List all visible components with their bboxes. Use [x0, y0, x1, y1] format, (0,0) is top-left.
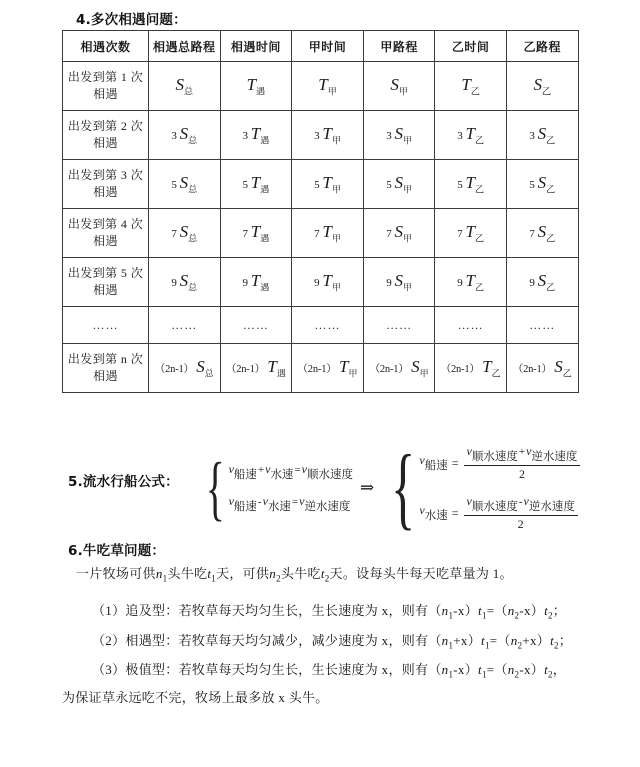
cell-coefficient: 9 — [171, 276, 180, 289]
cell-coefficient: （2n-1） — [297, 363, 339, 375]
cell-symbol: $T_乙$ — [482, 356, 501, 379]
row-label-line1: 出发到第 1 次 — [67, 70, 144, 84]
row-label-line2: 相遇 — [93, 234, 118, 248]
cell-subscript: 遇 — [260, 184, 270, 195]
cell-symbol: $S_乙$ — [537, 172, 556, 195]
cell-symbol: $T_乙$ — [465, 221, 485, 244]
cell-symbol: $S_乙$ — [533, 74, 552, 97]
cell-coefficient: 7 — [171, 227, 180, 240]
cell-symbol: $T_遇$ — [250, 172, 270, 195]
minus-op-2: - — [518, 496, 523, 508]
text-segment: -x） — [519, 662, 545, 677]
cell-symbol: $T_甲$ — [322, 172, 341, 195]
cell-symbol: $T_甲$ — [322, 221, 341, 244]
cell-subscript: 总 — [204, 368, 214, 379]
column-header-meet-time: 相遇时间 — [220, 31, 292, 62]
var-n1: $n_1$ — [155, 566, 168, 584]
var-t1: $t_1$ — [478, 662, 487, 680]
boat-speed-label-3: 船速 — [424, 460, 448, 472]
cell-coefficient: 9 — [242, 276, 251, 289]
var-n2-subscript: 2 — [276, 573, 281, 584]
text-segment: -x） — [453, 662, 479, 677]
cell-coefficient: 3 — [314, 129, 323, 142]
equals-op-1: = — [294, 464, 301, 476]
cell-subscript: 甲 — [331, 233, 341, 244]
cell-coefficient: 5 — [529, 178, 538, 191]
cell-symbol: $S_甲$ — [394, 270, 412, 293]
text-segment: ； — [552, 603, 567, 618]
text-segment: 若牧草每天均匀生长，生长速度为 x，则有（ — [178, 662, 442, 677]
cell-symbol: $S_甲$ — [411, 356, 429, 379]
cell-symbol: $S_乙$ — [537, 123, 556, 146]
row-label-cell — [63, 62, 149, 111]
row-label-cell — [63, 344, 149, 393]
cell-symbol: $S_乙$ — [537, 270, 556, 293]
table-body — [63, 62, 579, 393]
text-segment: +x） — [453, 633, 482, 648]
cow-problem-item-1 — [92, 600, 566, 621]
equals-op-2: = — [291, 496, 299, 508]
cell-symbol: $S_甲$ — [394, 172, 412, 195]
downstream-label-2: 顺水速度 — [471, 451, 518, 463]
table-cell — [149, 258, 221, 307]
boat-equations-right — [419, 444, 581, 532]
cell-subscript: 甲 — [327, 86, 337, 97]
section-4-heading: 4.多次相遇问题： — [76, 12, 187, 28]
cell-symbol: $S_总$ — [196, 356, 214, 379]
cell-subscript: 乙 — [542, 86, 552, 97]
cell-subscript: 甲 — [419, 368, 429, 379]
cell-subscript: 遇 — [260, 233, 270, 244]
cell-subscript: 甲 — [398, 86, 408, 97]
minus-op-1: - — [257, 496, 262, 508]
cell-symbol: $T_遇$ — [250, 123, 270, 146]
cell-symbol: $S_总$ — [179, 123, 198, 146]
table-cell — [220, 209, 292, 258]
v-symbol-12: v — [523, 494, 529, 508]
var-t2: $t_2$ — [550, 633, 559, 651]
table-cell — [149, 344, 221, 393]
var-t2-subscript: 2 — [547, 610, 553, 621]
var-n2: $n_2$ — [269, 566, 281, 584]
table-cell — [220, 307, 292, 344]
row-label-line2: 相遇 — [93, 136, 118, 150]
table-cell — [363, 344, 435, 393]
text-segment: =（ — [489, 633, 511, 648]
cell-symbol: $T_乙$ — [465, 123, 485, 146]
cow-problem-item-2 — [92, 630, 572, 651]
var-t2: $t_2$ — [544, 662, 553, 680]
var-n2-subscript: 2 — [514, 669, 520, 680]
v-symbol-9: v — [526, 444, 532, 458]
var-n2: $n_2$ — [507, 662, 520, 680]
table-cell — [435, 62, 507, 111]
var-n1-subscript: 1 — [448, 640, 454, 651]
text-segment: 天，可供 — [216, 566, 270, 581]
cell-subscript: 甲 — [402, 184, 412, 195]
downstream-label-3: 顺水速度 — [471, 501, 518, 513]
row-label-line2: 相遇 — [93, 185, 118, 199]
table-cell — [506, 258, 578, 307]
cell-subscript: 遇 — [276, 368, 286, 379]
cell-symbol: $T_乙$ — [465, 172, 485, 195]
row-label-line1: 出发到第 3 次 — [67, 168, 144, 182]
cell-subscript: 总 — [184, 86, 194, 97]
cell-subscript: 总 — [188, 135, 198, 146]
cell-coefficient: （2n-1） — [369, 363, 412, 375]
var-t2-subscript: 2 — [547, 669, 553, 680]
table-cell — [220, 258, 292, 307]
ellipsis-text: …… — [314, 317, 341, 332]
text-segment: -x） — [519, 603, 545, 618]
boat-formula-block — [198, 436, 581, 539]
cell-coefficient: 7 — [529, 227, 538, 240]
text-segment: +x） — [522, 633, 551, 648]
cell-symbol: $T_乙$ — [465, 270, 485, 293]
table-cell — [292, 209, 364, 258]
water-speed-label-1: 水速 — [270, 469, 294, 481]
section-5-heading: 5.流水行船公式： — [68, 474, 179, 490]
cell-symbol: $S_乙$ — [554, 356, 572, 379]
equation-downstream — [229, 462, 353, 482]
table-cell — [506, 62, 578, 111]
item-label: （1）追及型： — [92, 603, 179, 618]
v-symbol-5: v — [262, 494, 268, 508]
multiple-meetings-table — [62, 30, 579, 393]
cell-symbol: $S_总$ — [179, 270, 198, 293]
table-cell — [506, 344, 578, 393]
column-header-jia-distance: 甲路程 — [363, 31, 435, 62]
cell-coefficient: 9 — [529, 276, 538, 289]
equals-op-4: = — [451, 505, 459, 520]
table-cell — [506, 160, 578, 209]
boat-speed-label-1: 船速 — [233, 469, 257, 481]
cell-subscript: 乙 — [546, 184, 556, 195]
cell-coefficient: 5 — [457, 178, 466, 191]
row-label-cell — [63, 258, 149, 307]
var-t2-subscript: 2 — [553, 640, 559, 651]
cell-coefficient: 7 — [457, 227, 466, 240]
cell-coefficient: 5 — [386, 178, 395, 191]
cell-subscript: 乙 — [546, 282, 556, 293]
cell-symbol: $S_甲$ — [390, 74, 408, 97]
row-label-line1: 出发到第 5 次 — [67, 266, 144, 280]
fraction-denominator-1: 2 — [518, 467, 525, 481]
text-segment: -x） — [453, 603, 479, 618]
v-symbol-4: v — [228, 494, 234, 508]
column-header-meet-count: 相遇次数 — [63, 31, 149, 62]
row-label-line1: 出发到第 4 次 — [67, 217, 144, 231]
text-segment: 头牛吃 — [167, 566, 208, 581]
row-label-cell — [63, 307, 149, 344]
upstream-label-1: 逆水速度 — [304, 501, 351, 513]
table-cell — [363, 209, 435, 258]
var-t2: $t_2$ — [544, 603, 553, 621]
table-cell — [149, 62, 221, 111]
table-row — [63, 307, 579, 344]
cell-subscript: 乙 — [475, 135, 485, 146]
left-brace-1: { — [205, 447, 225, 528]
text-segment: 头牛吃 — [280, 566, 321, 581]
var-t1-subscript: 1 — [211, 573, 217, 584]
text-segment: 若牧草每天均匀减少，减少速度为 x，则有（ — [178, 633, 442, 648]
table-cell — [220, 344, 292, 393]
cell-subscript: 遇 — [256, 86, 266, 97]
table-cell — [220, 111, 292, 160]
v-symbol-10: v — [419, 503, 425, 517]
plus-op-1: + — [257, 464, 265, 476]
var-n1-subscript: 1 — [448, 669, 454, 680]
upstream-label-2: 逆水速度 — [531, 451, 578, 463]
cell-coefficient: 9 — [314, 276, 323, 289]
cell-symbol: $T_遇$ — [250, 270, 270, 293]
cell-subscript: 乙 — [475, 184, 485, 195]
text-segment: 一片牧场可供 — [76, 566, 156, 581]
table-row — [63, 62, 579, 111]
cell-coefficient: 7 — [314, 227, 323, 240]
equation-boat-speed-solved — [419, 444, 581, 482]
table-cell — [149, 209, 221, 258]
cell-coefficient: 5 — [171, 178, 180, 191]
var-n1-subscript: 1 — [448, 610, 454, 621]
table-cell — [435, 160, 507, 209]
row-label-cell — [63, 160, 149, 209]
row-label-line2: 相遇 — [93, 87, 118, 101]
text-segment: =（ — [486, 603, 508, 618]
table-cell — [363, 258, 435, 307]
var-t2: $t_2$ — [320, 566, 330, 584]
table-row — [63, 209, 579, 258]
v-symbol-8: v — [466, 444, 472, 458]
water-speed-label-2: 水速 — [267, 501, 291, 513]
table-cell — [220, 62, 292, 111]
cell-symbol: $T_甲$ — [322, 123, 341, 146]
cell-symbol: $T_遇$ — [250, 221, 270, 244]
cell-subscript: 总 — [188, 233, 198, 244]
cell-coefficient: 5 — [242, 178, 251, 191]
cell-coefficient: 9 — [457, 276, 466, 289]
cell-coefficient: （2n-1） — [440, 363, 483, 375]
text-segment: =（ — [486, 662, 508, 677]
text-segment: 若牧草每天均匀生长，生长速度为 x，则有（ — [178, 603, 442, 618]
v-symbol-11: v — [466, 494, 472, 508]
table-cell — [149, 160, 221, 209]
text-segment: ， — [552, 662, 567, 677]
v-symbol-6: v — [299, 494, 305, 508]
ellipsis-text: …… — [529, 317, 556, 332]
table-row — [63, 160, 579, 209]
text-segment: 天。设每头牛每天吃草量为 1。 — [329, 566, 513, 581]
var-t1-subscript: 1 — [484, 640, 490, 651]
cell-coefficient: 7 — [242, 227, 251, 240]
table-cell — [435, 344, 507, 393]
var-n1: $n_1$ — [441, 662, 454, 680]
cell-symbol: $S_总$ — [179, 221, 198, 244]
cell-coefficient: （2n-1） — [512, 363, 555, 375]
cell-subscript: 总 — [188, 184, 198, 195]
var-t1: $t_1$ — [207, 566, 217, 584]
cell-symbol: $S_总$ — [175, 74, 194, 97]
v-symbol-1: v — [228, 462, 234, 476]
table-cell — [220, 160, 292, 209]
fraction-numerator-2 — [464, 494, 578, 516]
table-cell — [292, 111, 364, 160]
ellipsis-text: …… — [92, 317, 119, 332]
cell-coefficient: 3 — [242, 129, 251, 142]
cell-coefficient: 3 — [171, 129, 180, 142]
cell-symbol: $T_遇$ — [267, 356, 286, 379]
cell-symbol: $T_遇$ — [246, 74, 266, 97]
item-label: （3）极值型： — [92, 662, 179, 677]
var-t1: $t_1$ — [481, 633, 490, 651]
left-brace-2: { — [391, 436, 416, 539]
row-label-line2: 相遇 — [93, 369, 118, 383]
cell-subscript: 乙 — [562, 368, 572, 379]
cell-subscript: 总 — [188, 282, 198, 293]
upstream-label-3: 逆水速度 — [528, 501, 575, 513]
var-n1: $n_1$ — [441, 633, 454, 651]
row-label-cell — [63, 111, 149, 160]
v-symbol-3: v — [301, 462, 307, 476]
cell-coefficient: （2n-1） — [225, 363, 268, 375]
column-header-yi-distance: 乙路程 — [506, 31, 578, 62]
cell-subscript: 甲 — [348, 368, 358, 379]
column-header-jia-time: 甲时间 — [292, 31, 364, 62]
table-cell — [149, 307, 221, 344]
table-cell — [435, 258, 507, 307]
ellipsis-text: …… — [171, 317, 198, 332]
var-t1-subscript: 1 — [481, 610, 487, 621]
var-n2-subscript: 2 — [514, 610, 520, 621]
row-label-line2: 相遇 — [93, 283, 118, 297]
boat-equations-left — [229, 462, 353, 514]
table-cell — [435, 111, 507, 160]
cell-subscript: 甲 — [331, 184, 341, 195]
var-t1: $t_1$ — [478, 603, 487, 621]
cell-subscript: 乙 — [491, 368, 501, 379]
cell-subscript: 遇 — [260, 282, 270, 293]
cell-symbol: $T_甲$ — [318, 74, 337, 97]
cell-subscript: 遇 — [260, 135, 270, 146]
cell-subscript: 乙 — [475, 282, 485, 293]
section-6-heading: 6.牛吃草问题： — [68, 543, 166, 559]
cow-problem-item-3 — [92, 659, 566, 680]
cell-coefficient: 5 — [314, 178, 323, 191]
cell-subscript: 乙 — [470, 86, 480, 97]
implies-arrow-icon: ⇒ — [359, 478, 375, 497]
ellipsis-text: …… — [386, 317, 413, 332]
table-cell — [149, 111, 221, 160]
cell-symbol: $T_甲$ — [322, 270, 341, 293]
cell-subscript: 乙 — [475, 233, 485, 244]
table-cell — [292, 307, 364, 344]
cow-problem-intro-line — [76, 563, 513, 584]
cell-symbol: $S_甲$ — [394, 221, 412, 244]
table-cell — [363, 62, 435, 111]
table-row — [63, 258, 579, 307]
cell-coefficient: （2n-1） — [154, 363, 197, 375]
cell-symbol: $S_乙$ — [537, 221, 556, 244]
table-cell — [435, 307, 507, 344]
ellipsis-text: …… — [242, 317, 269, 332]
column-header-yi-time: 乙时间 — [435, 31, 507, 62]
cell-subscript: 甲 — [402, 135, 412, 146]
cell-coefficient: 3 — [529, 129, 538, 142]
cell-symbol: $T_甲$ — [338, 356, 358, 379]
cell-subscript: 甲 — [331, 282, 341, 293]
downstream-label-1: 顺水速度 — [306, 469, 353, 481]
v-symbol-7: v — [419, 453, 425, 467]
plus-op-2: + — [518, 446, 526, 458]
cell-coefficient: 3 — [386, 129, 395, 142]
text-segment: ； — [558, 633, 573, 648]
fraction-numerator-1 — [464, 444, 581, 466]
table-cell — [363, 111, 435, 160]
cell-subscript: 乙 — [546, 135, 556, 146]
table-cell — [363, 160, 435, 209]
table-cell — [506, 111, 578, 160]
table-cell — [506, 209, 578, 258]
fraction-water-speed — [464, 494, 578, 532]
table-row — [63, 111, 579, 160]
column-header-total-distance: 相遇总路程 — [149, 31, 221, 62]
cell-coefficient: 7 — [386, 227, 395, 240]
equation-water-speed-solved — [419, 494, 581, 532]
table-cell — [292, 160, 364, 209]
ellipsis-text: …… — [457, 317, 484, 332]
cell-coefficient: 9 — [386, 276, 395, 289]
table-cell — [435, 209, 507, 258]
v-symbol-2: v — [265, 462, 271, 476]
table-cell — [292, 62, 364, 111]
item-label: （2）相遇型： — [92, 633, 179, 648]
table-cell — [506, 307, 578, 344]
cell-subscript: 甲 — [331, 135, 341, 146]
water-speed-label-3: 水速 — [424, 510, 448, 522]
cell-subscript: 甲 — [402, 233, 412, 244]
table-header-row — [63, 31, 579, 62]
cell-subscript: 乙 — [546, 233, 556, 244]
fraction-boat-speed — [464, 444, 581, 482]
var-n2: $n_2$ — [510, 633, 523, 651]
var-t2-subscript: 2 — [324, 573, 330, 584]
table-cell — [363, 307, 435, 344]
cell-coefficient: 3 — [457, 129, 466, 142]
var-t1-subscript: 1 — [481, 669, 487, 680]
var-n2: $n_2$ — [507, 603, 520, 621]
table-cell — [292, 344, 364, 393]
boat-speed-label-2: 船速 — [233, 501, 257, 513]
row-label-cell — [63, 209, 149, 258]
cell-symbol: $T_乙$ — [461, 74, 480, 97]
cell-subscript: 甲 — [402, 282, 412, 293]
cell-symbol: $S_总$ — [179, 172, 198, 195]
var-n1-subscript: 1 — [162, 573, 168, 584]
fraction-denominator-2: 2 — [517, 517, 524, 531]
table-cell — [292, 258, 364, 307]
table-row — [63, 344, 579, 393]
var-n1: $n_1$ — [441, 603, 454, 621]
cow-problem-closing-line: 为保证草永远吃不完，牧场上最多放 x 头牛。 — [62, 690, 329, 705]
equals-op-3: = — [451, 455, 459, 470]
equation-upstream — [229, 494, 353, 514]
cell-symbol: $S_甲$ — [394, 123, 412, 146]
row-label-line1: 出发到第 2 次 — [67, 119, 144, 133]
var-n2-subscript: 2 — [517, 640, 523, 651]
row-label-line1: 出发到第 n 次 — [67, 352, 144, 366]
